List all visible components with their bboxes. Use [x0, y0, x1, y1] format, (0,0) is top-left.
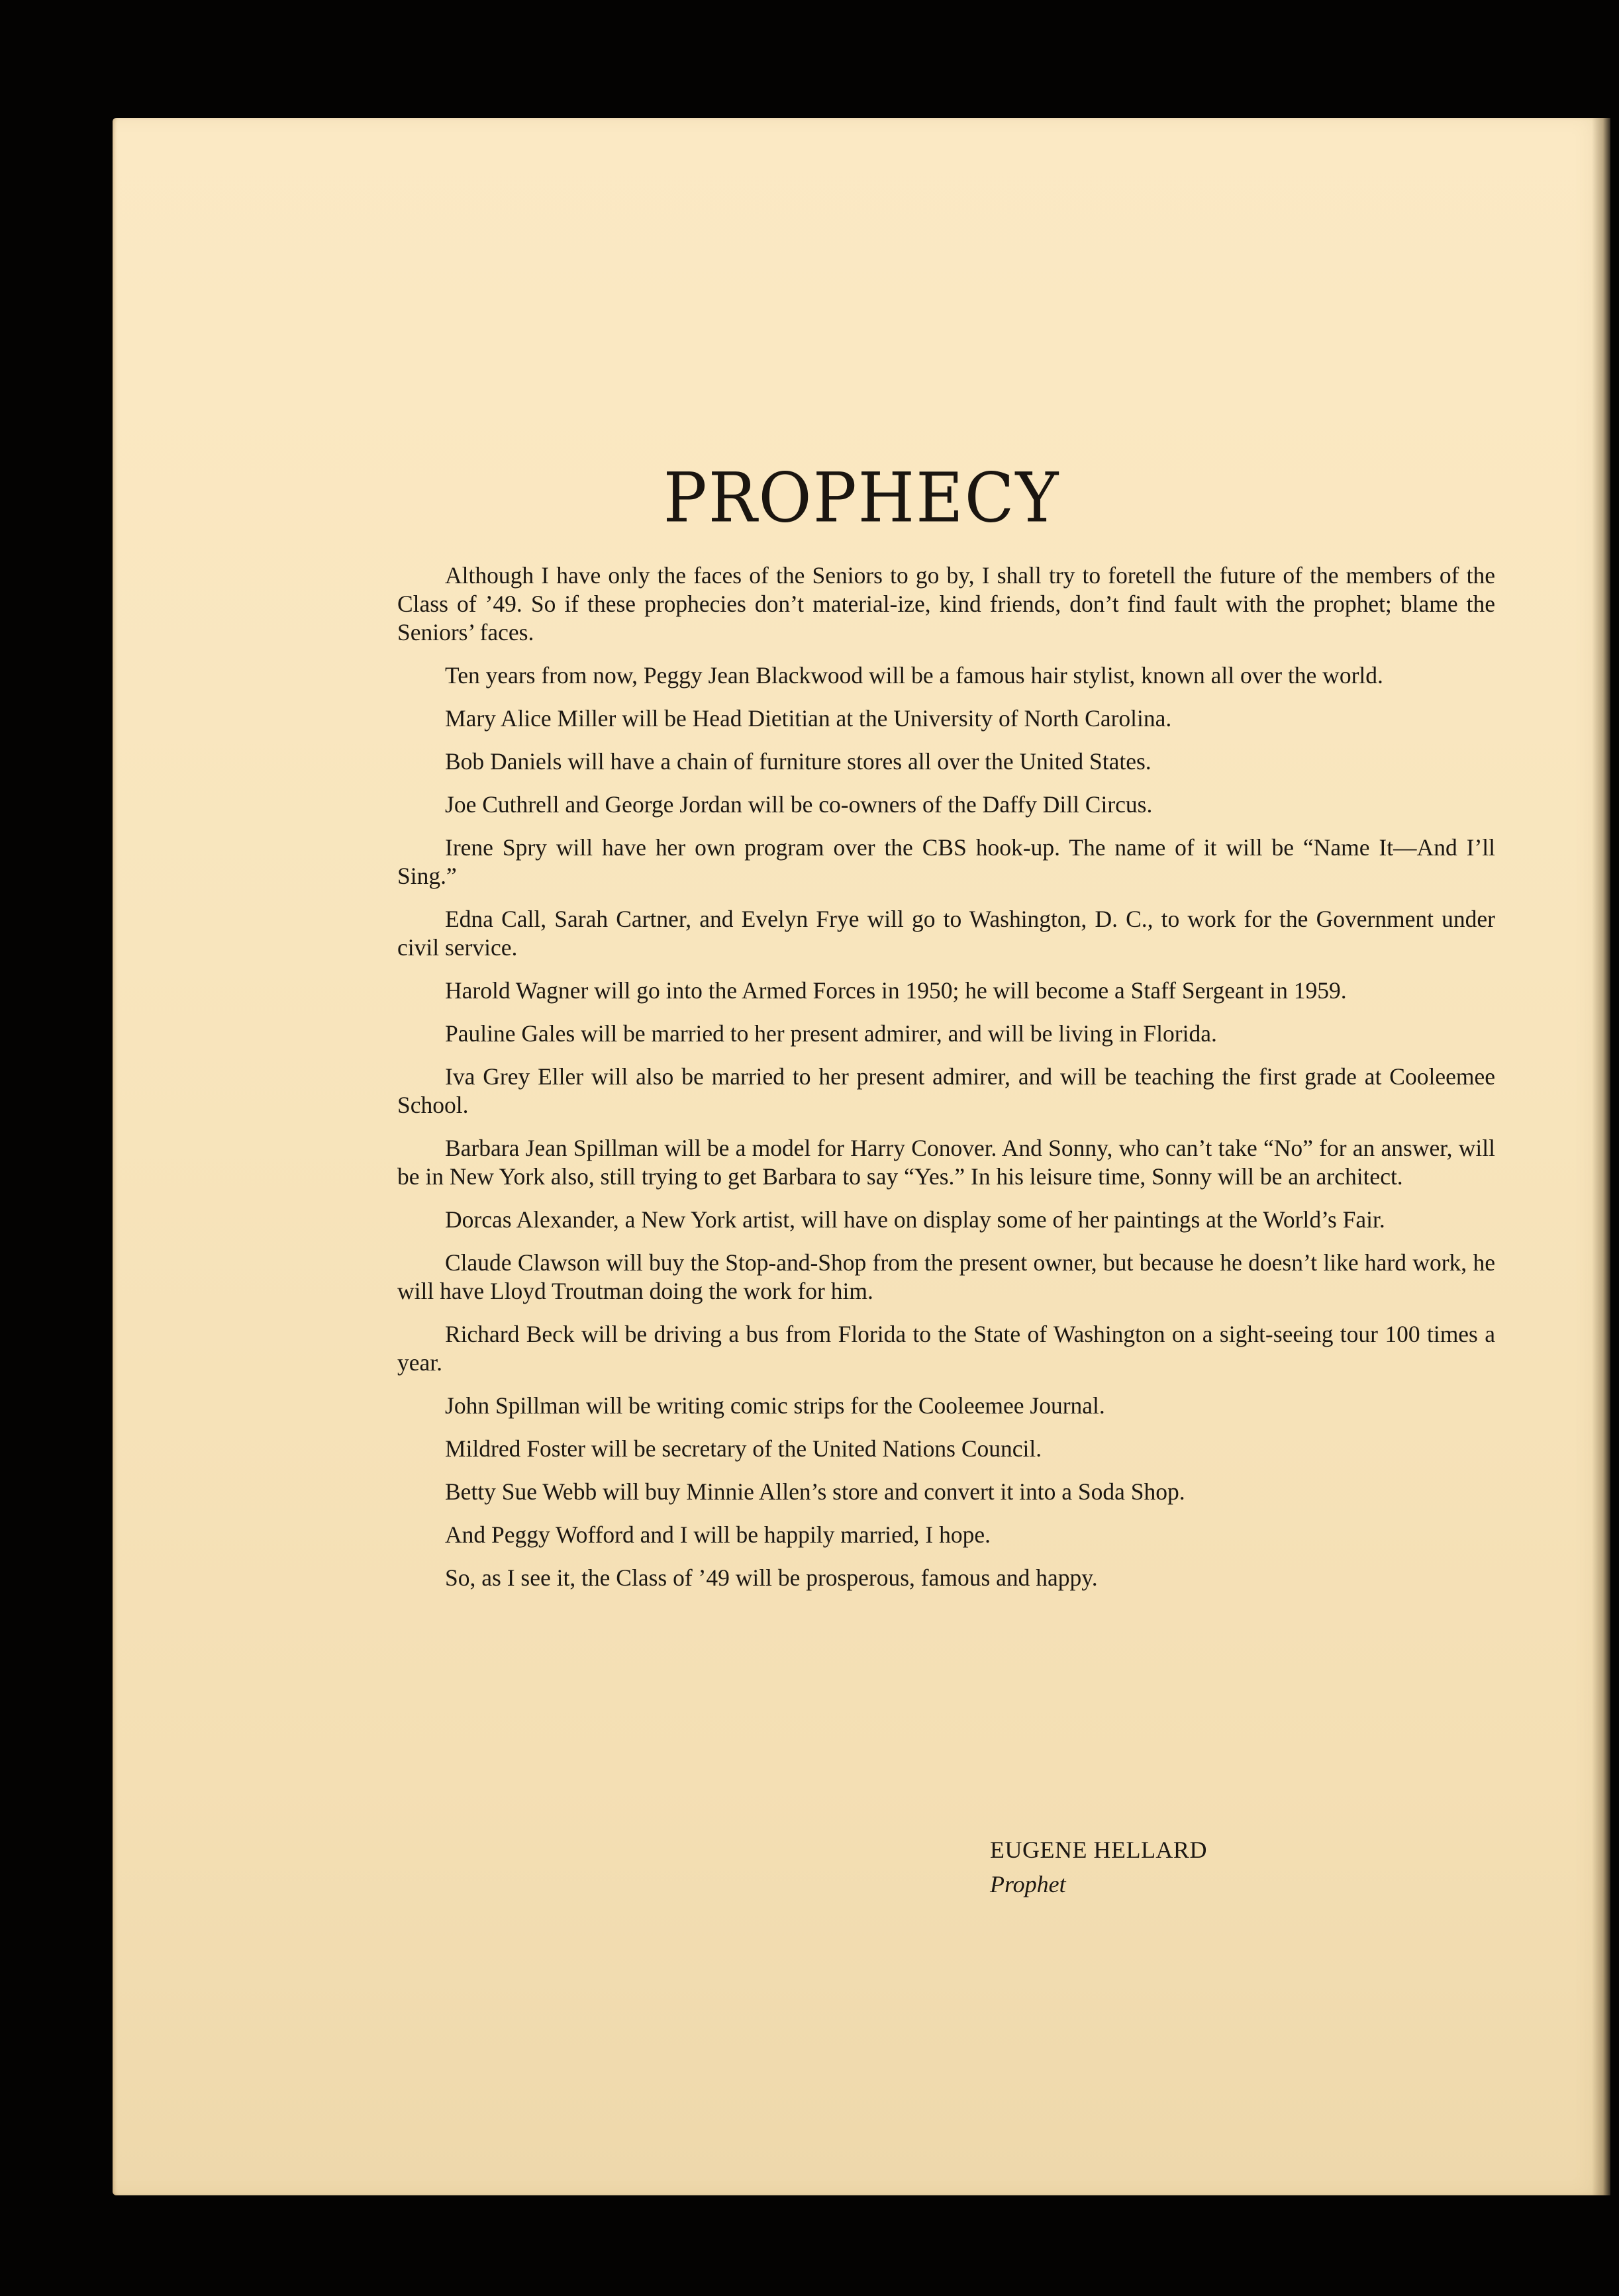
paragraph: Barbara Jean Spillman will be a model for Harry Conover. And Sonny, who can’t take “No” for an answer, will be in New York also, still trying to get Barbara to say “Yes.” In his leisure time, Sonny will be an architect.: [397, 1135, 1495, 1190]
paragraph: Bob Daniels will have a chain of furniture stores all over the United States.: [445, 748, 1152, 775]
author-role: Prophet: [990, 1871, 1066, 1897]
paragraph: Richard Beck will be driving a bus from Florida to the State of Washington on a sight-seeing tour 100 times a year.: [397, 1321, 1495, 1376]
paragraph-closing: So, as I see it, the Class of ’49 will be prosperous, famous and happy.: [445, 1564, 1098, 1591]
paragraph: John Spillman will be writing comic strips for the Cooleemee Journal.: [445, 1392, 1105, 1419]
paragraph: Edna Call, Sarah Cartner, and Evelyn Frye will go to Washington, D. C., to work for the Government under civil service.: [397, 906, 1495, 961]
paragraph: Pauline Gales will be married to her present admirer, and will be living in Florida.: [445, 1020, 1217, 1047]
paragraph: Irene Spry will have her own program over the CBS hook-up. The name of it will be “Name It—And I’ll Sing.”: [397, 834, 1495, 889]
paragraph: Betty Sue Webb will buy Minnie Allen’s store and convert it into a Soda Shop.: [445, 1478, 1185, 1505]
prophecy-body: [397, 561, 1495, 1607]
paragraph: Dorcas Alexander, a New York artist, will have on display some of her paintings at the World’s Fair.: [445, 1206, 1385, 1233]
paragraph: Mary Alice Miller will be Head Dietitian at the University of North Carolina.: [445, 705, 1172, 732]
paragraph: Claude Clawson will buy the Stop-and-Shop from the present owner, but because he doesn’t like hard work, he will have Lloyd Troutman doing the work for him.: [397, 1249, 1495, 1304]
page-title: PROPHECY: [663, 458, 1060, 538]
page-binding-edge: [1592, 118, 1610, 2195]
paragraph: Ten years from now, Peggy Jean Blackwood will be a famous hair stylist, known all over the world.: [445, 662, 1383, 689]
signature-block: [990, 1833, 1207, 1901]
yearbook-page: [113, 118, 1610, 2195]
paragraph: Harold Wagner will go into the Armed Forces in 1950; he will become a Staff Sergeant in 1959.: [445, 977, 1347, 1004]
paragraph: And Peggy Wofford and I will be happily married, I hope.: [445, 1521, 991, 1548]
author-name: EUGENE HELLARD: [990, 1837, 1207, 1863]
paragraph: Iva Grey Eller will also be married to her present admirer, and will be teaching the first grade at Cooleemee School.: [397, 1063, 1495, 1118]
paragraph: Mildred Foster will be secretary of the United Nations Council.: [445, 1435, 1042, 1462]
paragraph: Joe Cuthrell and George Jordan will be co-owners of the Daffy Dill Circus.: [445, 791, 1153, 818]
paragraph-intro: Although I have only the faces of the Seniors to go by, I shall try to foretell the future of the members of the Class of ’49. So if these prophecies don’t material-ize, kind friends, don’t find fault with the prophet; blame the Seniors’ faces.: [397, 562, 1495, 646]
